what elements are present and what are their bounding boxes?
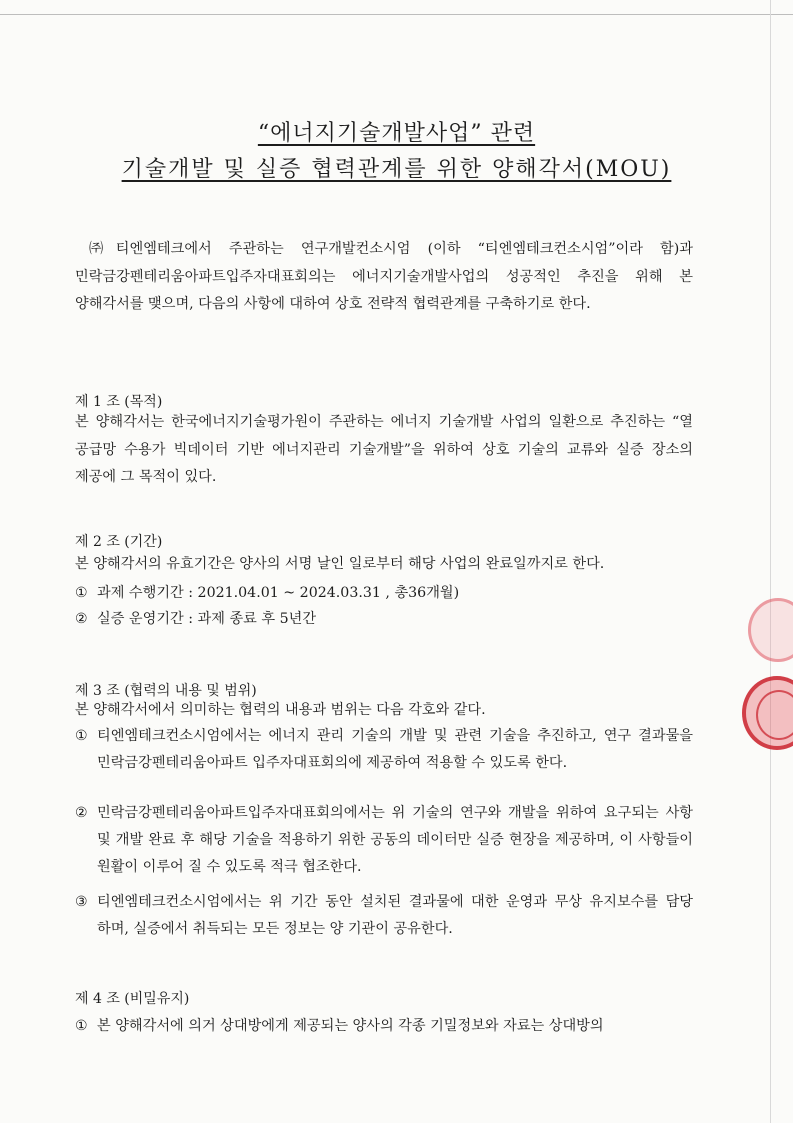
article-1-heading: 제 1 조 (목적) (75, 394, 163, 410)
item-number: ① (75, 1018, 88, 1034)
item-text: 실증 운영기간 : 과제 종료 후 5년간 (97, 611, 317, 627)
item-number: ③ (75, 894, 88, 910)
article-1-body: 본 양해각서는 한국에너지기술평가원이 주관하는 에너지 기술개발 사업의 일환으로 추진하는 “열 공급망 수용가 빅데이터 기반 에너지관리 기술개발”을 위하여 상호 기술의 교류와 실증 장소의 제공에 그 목적이 있다. (75, 414, 693, 485)
article-4-heading: 제 4 조 (비밀유지) (75, 991, 190, 1007)
article-3-body: 본 양해각서에서 의미하는 협력의 내용과 범위는 다음 각호와 같다. (75, 702, 486, 718)
item-text: 본 양해각서에 의거 상대방에게 제공되는 양사의 각종 기밀정보와 자료는 상대방의 (97, 1018, 604, 1034)
item-number: ① (75, 585, 88, 601)
item-text: 티엔엠테크컨소시엄에서는 에너지 관리 기술의 개발 및 관련 기술을 추진하고, 연구 결과물을 민락금강펜테리움아파트 입주자대표회의에 제공하여 적용할 수 있도록 한다. (97, 728, 693, 771)
article-3-item-2 (75, 800, 693, 881)
item-text: 민락금강펜테리움아파트입주자대표회의에서는 위 기술의 연구와 개발을 위하여 요구되는 사항 및 개발 완료 후 해당 기술을 적용하기 위한 공동의 데이터만 실증 현장을 제공하며, 이 사항들이 원활이 이루어 질 수 있도록 적극 협조한다. (97, 805, 693, 875)
article-3-item-3 (75, 889, 693, 943)
article-2-item-2 (75, 606, 693, 633)
article-2-heading: 제 2 조 (기간) (75, 534, 163, 550)
document-title-line1: “에너지기술개발사업” 관련 (257, 121, 536, 146)
item-text: 과제 수행기간 : 2021.04.01 ~ 2024.03.31 , 총36개월) (97, 585, 460, 601)
item-text: 티엔엠테크컨소시엄에서는 위 기간 동안 설치된 결과물에 대한 운영과 무상 유지보수를 담당 하며, 실증에서 취득되는 모든 정보는 양 기관이 공유한다. (97, 894, 693, 937)
article-3-heading: 제 3 조 (협력의 내용 및 범위) (75, 683, 257, 699)
page-edge-line (0, 14, 793, 15)
article-2-body: 본 양해각서의 유효기간은 양사의 서명 날인 일로부터 해당 사업의 완료일까지로 한다. (75, 556, 605, 572)
partial-seal-stamp (742, 676, 793, 750)
item-number: ① (75, 728, 88, 744)
item-number: ② (75, 805, 88, 821)
article-3-item-1 (75, 723, 693, 777)
article-4-item-1 (75, 1013, 693, 1040)
article-2-item-1 (75, 580, 693, 607)
intro-paragraph: ㈜티엔엠테크에서 주관하는 연구개발컨소시엄 (이하 “티엔엠테크컨소시엄”이라 함)과 민락금강펜테리움아파트입주자대표회의는 에너지기술개발사업의 성공적인 추진을 위해 본 양해각서를 맺으며, 다음의 사항에 대하여 상호 전략적 협력관계를 구축하기로 한다. (75, 241, 693, 312)
document-title-line2: 기술개발 및 실증 협력관계를 위한 양해각서(MOU) (121, 157, 672, 182)
partial-seal-stamp-faded (748, 598, 793, 662)
item-number: ② (75, 611, 88, 627)
